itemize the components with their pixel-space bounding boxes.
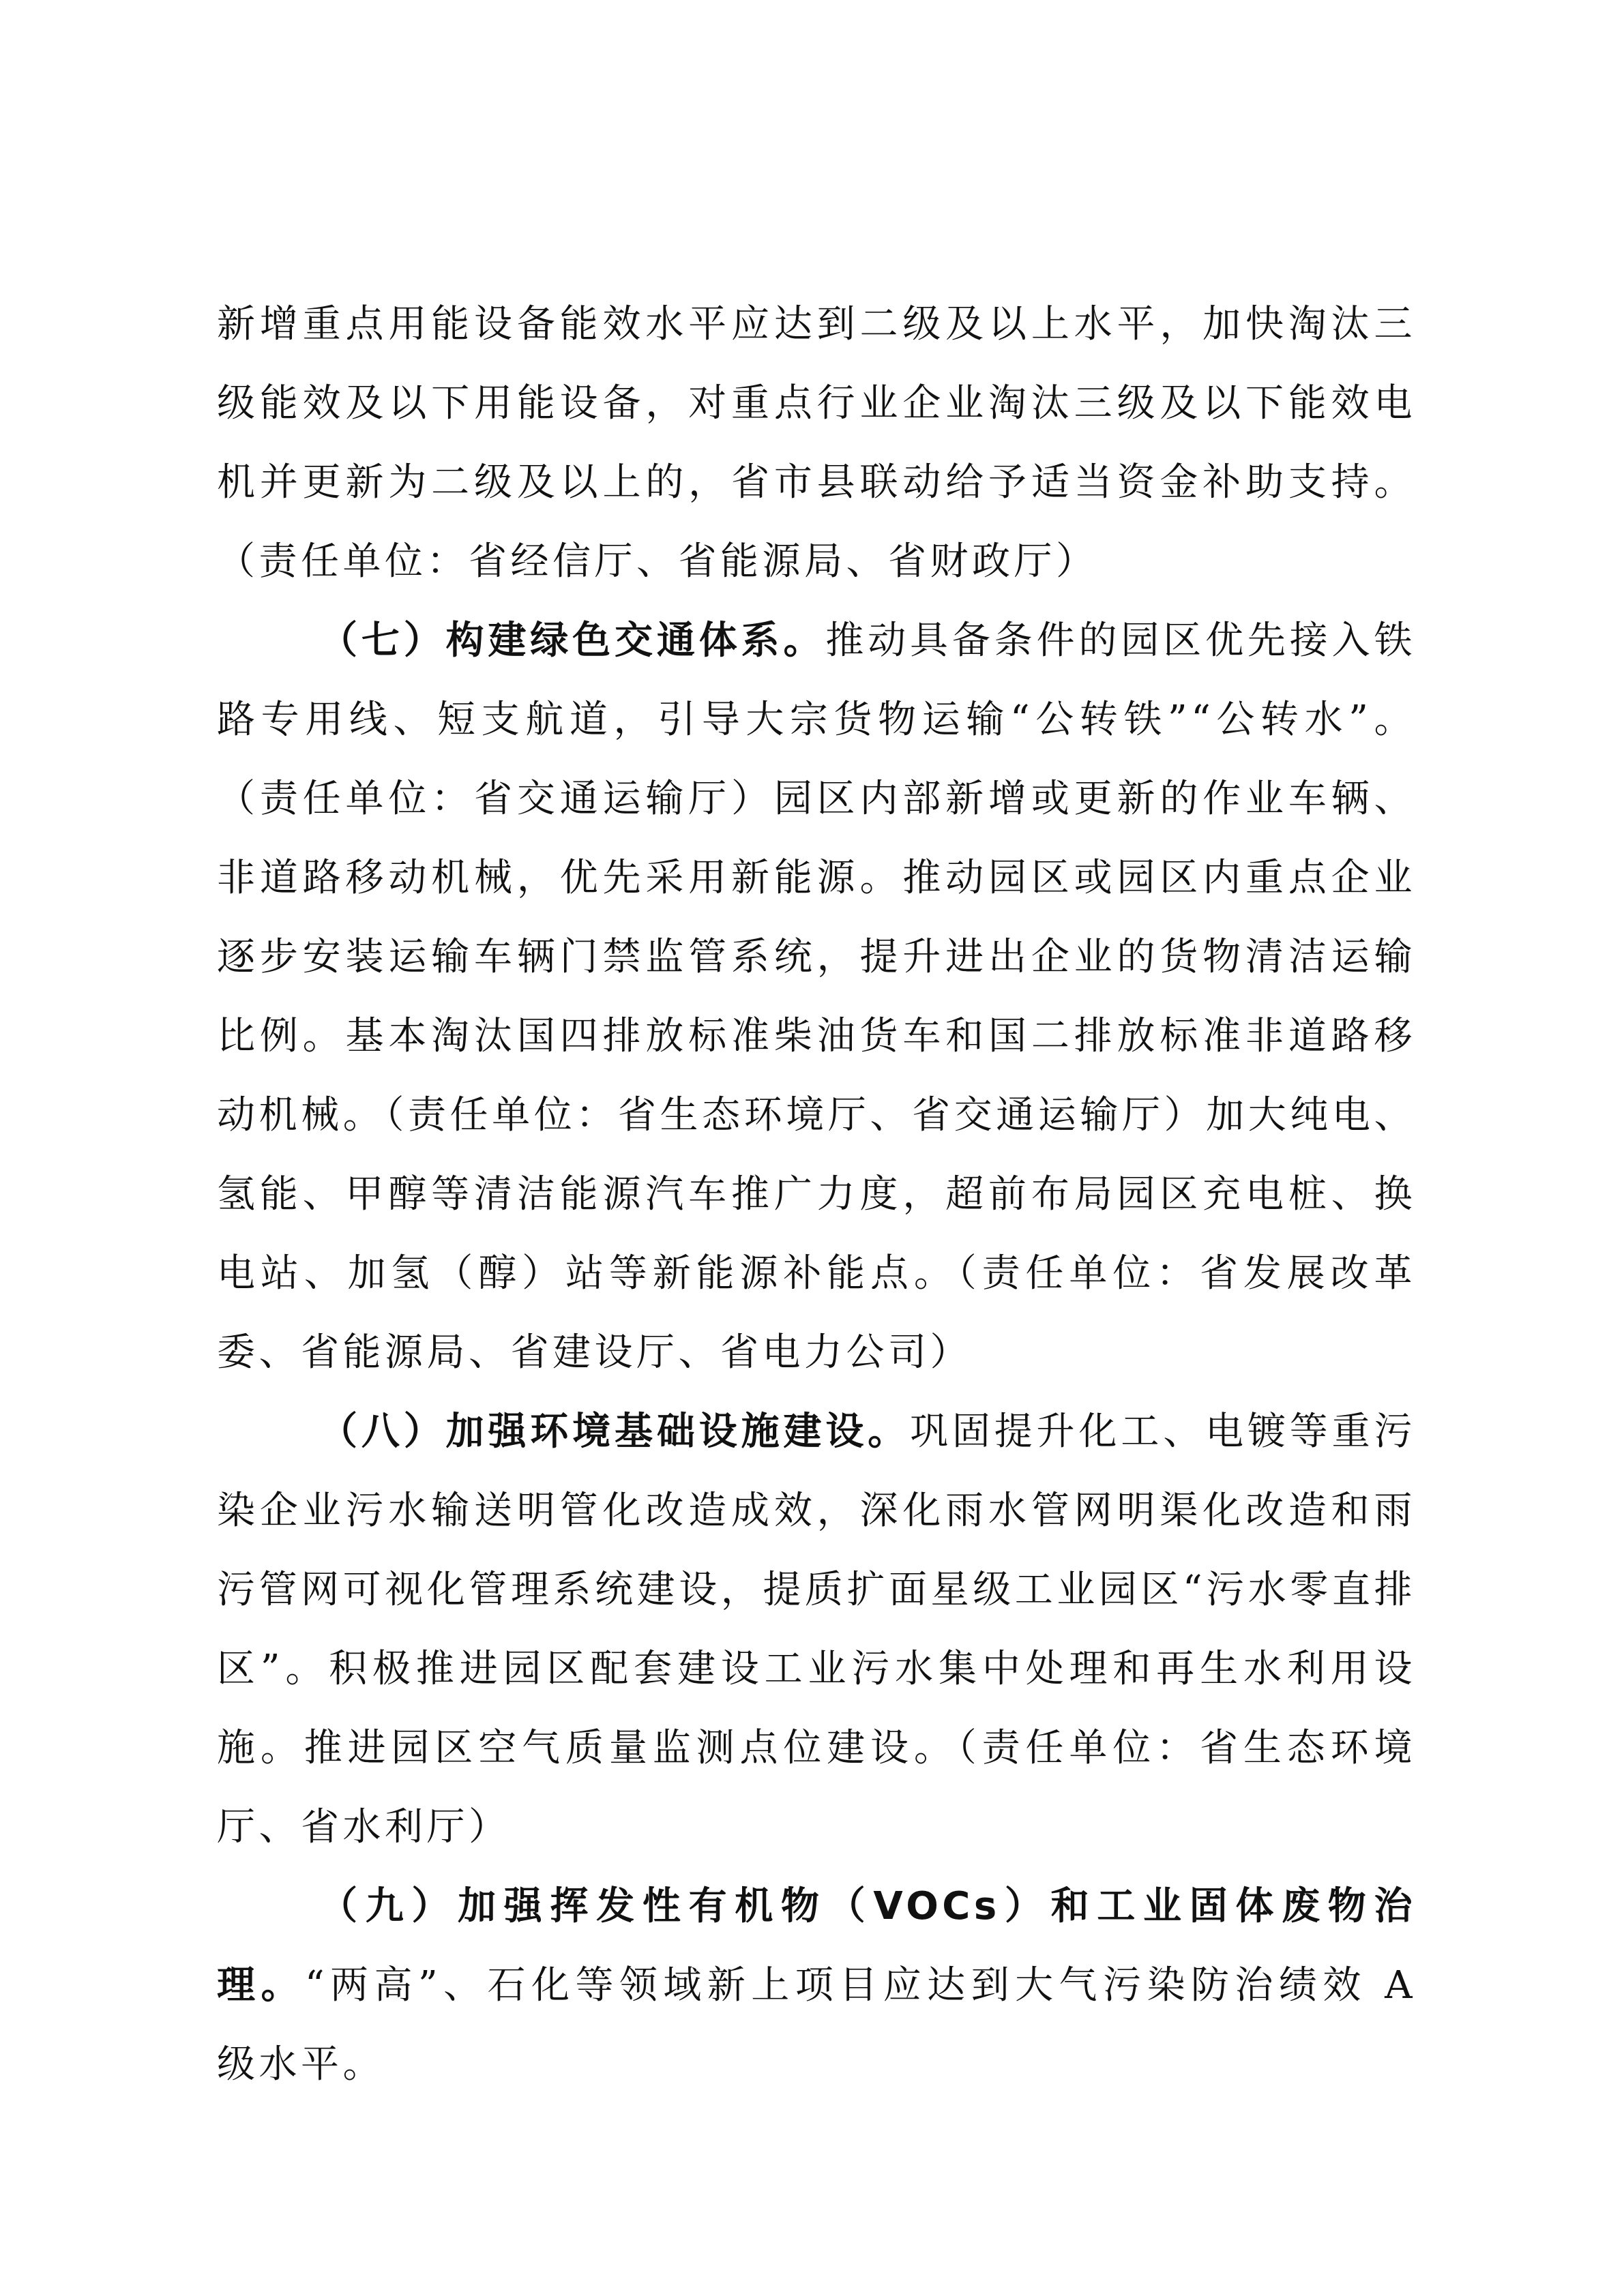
paragraph-text: “两高”、石化等领域新上项目应达到大气污染防治绩效 A 级水平。	[217, 1963, 1417, 2087]
section-heading-8: （八）加强环境基础设施建设。	[319, 1410, 911, 1454]
paragraph-vocs-solid-waste	[217, 1867, 1416, 2104]
paragraph-text: 巩固提升化工、电镀等重污染企业污水输送明管化改造成效，深化雨水管网明渠化改造和雨污管网可视化管理系统建设，提质扩面星级工业园区“污水零直排区”。积极推进园区配套建设工业污水集中处理和再生水利用设施。推进园区空气质量监测点位建设。（责任单位：省生态环境厅、省水利厅）	[217, 1410, 1417, 1849]
paragraph-continuation	[217, 285, 1416, 601]
paragraph-text: 新增重点用能设备能效水平应达到二级及以上水平，加快淘汰三级能效及以下用能设备，对重点行业企业淘汰三级及以下能效电机并更新为二级及以上的，省市县联动给予适当资金补助支持。（责任单位：省经信厅、省能源局、省财政厅）	[217, 302, 1416, 584]
paragraph-text: 推动具备条件的园区优先接入铁路专用线、短支航道，引导大宗货物运输“公转铁”“公转水”。（责任单位：省交通运输厅）园区内部新增或更新的作业车辆、非道路移动机械，优先采用新能源。推动园区或园区内重点企业逐步安装运输车辆门禁监管系统，提升进出企业的货物清洁运输比例。基本淘汰国四排放标准柴油货车和国二排放标准非道路移动机械。（责任单位：省生态环境厅、省交通运输厅）加大纯电、氢能、甲醇等清洁能源汽车推广力度，超前布局园区充电桩、换电站、加氢（醇）站等新能源补能点。（责任单位：省发展改革委、省能源局、省建设厅、省电力公司）	[217, 618, 1417, 1375]
document-body	[217, 285, 1416, 2104]
paragraph-green-transport	[217, 601, 1416, 1392]
section-heading-9: （九）加强挥发性有机物（VOCs）和工业固体废物治理。	[217, 1884, 1416, 2008]
paragraph-environment-infrastructure	[217, 1392, 1416, 1867]
section-heading-7: （七）构建绿色交通体系。	[319, 618, 826, 663]
